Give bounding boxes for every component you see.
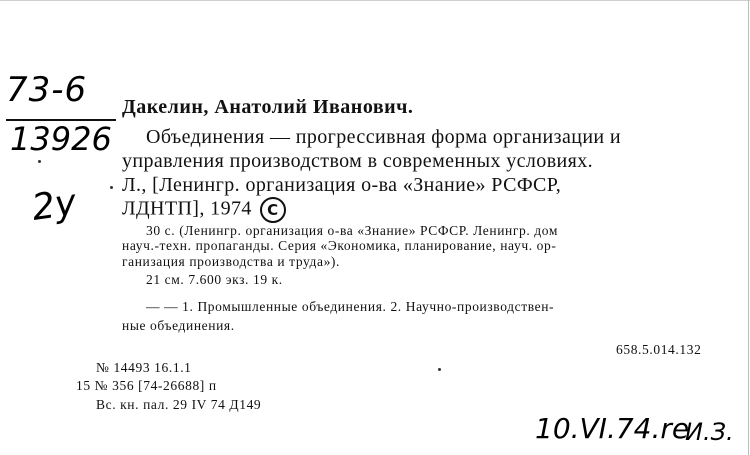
subjects-line-2: ные объединения. bbox=[122, 318, 235, 333]
dot-mark bbox=[438, 368, 441, 371]
publisher-year: ЛДНТП], 1974 bbox=[122, 197, 252, 220]
classification-number: 658.5.014.132 bbox=[616, 342, 702, 357]
description-line-2: науч.-техн. пропаганды. Серия «Экономика, планирование, науч. ор- bbox=[122, 238, 557, 253]
footer-line-2: 15 № 356 [74-26688] п bbox=[76, 378, 217, 393]
footer-line-1: № 14493 16.1.1 bbox=[96, 360, 192, 375]
title-line-4 bbox=[122, 197, 286, 223]
handwritten-initials: И.З. bbox=[685, 418, 734, 446]
title-line-3: Л., [Ленингр. организация о-ва «Знание» РСФСР, bbox=[122, 174, 562, 196]
card-right-edge bbox=[748, 0, 749, 455]
handwritten-side-note: 2y bbox=[29, 182, 79, 229]
subjects-line-1: — — 1. Промышленные объединения. 2. Научно-производствен- bbox=[146, 299, 555, 314]
copyright-symbol: C bbox=[260, 197, 286, 223]
description-line-4: 21 см. 7.600 экз. 19 к. bbox=[146, 272, 283, 287]
description-line-1: 30 с. (Ленингр. организация о-ва «Знание» РСФСР. Ленингр. дом bbox=[146, 223, 559, 238]
author-heading: Дакелин, Анатолий Иванович. bbox=[122, 96, 414, 118]
description-line-3: ганизация производства и труда»). bbox=[122, 254, 341, 269]
footer-line-3: Вс. кн. пал. 29 IV 74 Д149 bbox=[96, 397, 262, 412]
handwritten-date: 10.VI.74.re bbox=[535, 412, 690, 445]
dot-mark bbox=[38, 160, 41, 163]
handwritten-shelf-mark: 73-6 bbox=[6, 70, 88, 110]
handwritten-inventory-number: 13926 bbox=[10, 120, 112, 158]
title-line-1: Объединения — прогрессивная форма организации и bbox=[146, 126, 622, 148]
dot-mark bbox=[110, 186, 113, 189]
card-top-edge bbox=[0, 0, 750, 1]
title-line-2: управления производством в современных условиях. bbox=[122, 150, 594, 172]
